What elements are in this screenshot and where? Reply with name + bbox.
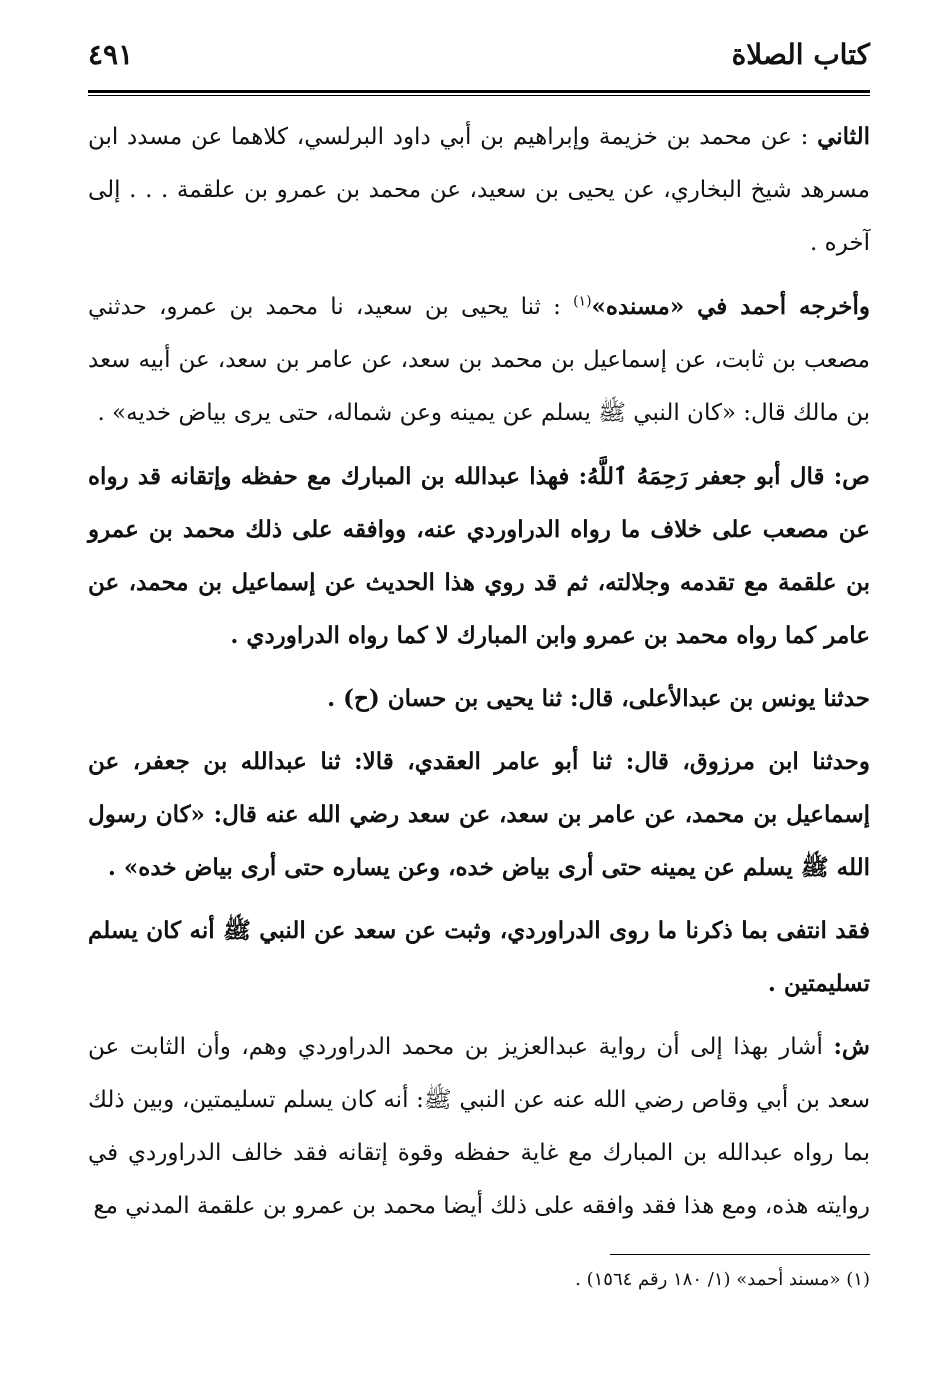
- footnote-rule: [610, 1254, 870, 1255]
- paragraph: [88, 110, 870, 270]
- paragraph: [88, 280, 870, 440]
- paragraph-text: : ثنا يحيى بن سعيد، نا محمد بن عمرو، حدثني مصعب بن ثابت، عن إسماعيل بن محمد بن سعد، عن عامر بن سعد، عن أبيه سعد بن مالك قال: «كان النبي ﷺ يسلم عن يمينه وعن شماله، حتى يرى بياض خديه» .: [88, 294, 870, 426]
- paragraph: [88, 450, 870, 662]
- paragraph: [88, 735, 870, 894]
- paragraph-text: وحدثنا ابن مرزوق، قال: ثنا أبو عامر العقدي، قالا: ثنا عبدالله بن جعفر، عن إسماعيل بن محمد، عن عامر بن سعد، عن سعد رضي الله عنه قال: «كان رسول الله ﷺ يسلم عن يمينه حتى أرى بياض خده، وعن يساره حتى أرى بياض خده» .: [88, 748, 870, 881]
- main-text: [88, 110, 870, 1243]
- page-header: [88, 30, 870, 88]
- page-number: ٤٩١: [88, 38, 134, 71]
- paragraph: [88, 1020, 870, 1233]
- paragraph-text: حدثنا يونس بن عبدالأعلى، قال: ثنا يحيى بن حسان (ح) .: [327, 685, 870, 712]
- paragraph-lead: الثاني: [817, 123, 871, 150]
- header-rule-thin: [88, 95, 870, 96]
- footnote-ref[interactable]: (١): [573, 293, 592, 310]
- paragraph-text: ص: قال أبو جعفر رَحِمَهُ ٱللَّهُ: فهذا عبدالله بن المبارك مع حفظه وإتقانه قد رواه عن مصعب على خلاف ما رواه الدراوردي عنه، ووافقه على ذلك محمد بن عمرو بن علقمة مع تقدمه وجلالته، ثم قد روي هذا الحديث عن إسماعيل بن محمد، عن عامر كما رواه محمد بن عمرو وابن المبارك لا كما رواه الدراوردي .: [88, 463, 870, 649]
- paragraph-lead: ش:: [833, 1033, 871, 1060]
- header-rule: [88, 90, 870, 93]
- paragraph-text: فقد انتفى بما ذكرنا ما روى الدراوردي، وثبت عن سعد عن النبي ﷺ أنه كان يسلم تسليمتين .: [88, 917, 870, 997]
- paragraph-text: : عن محمد بن خزيمة وإبراهيم بن أبي داود البرلسي، كلاهما عن مسدد ابن مسرهد شيخ البخاري، عن يحيى بن سعيد، عن محمد بن عمرو بن علقمة . . . إلى آخره .: [88, 124, 870, 256]
- paragraph: [88, 672, 870, 725]
- book-page: [88, 30, 870, 1360]
- paragraph: [88, 904, 870, 1010]
- paragraph-lead: وأخرجه أحمد في «مسنده»: [591, 293, 870, 320]
- running-title: كتاب الصلاة: [731, 38, 870, 71]
- footnote: (١) «مسند أحمد» (١/ ١٨٠ رقم ١٥٦٤) .: [575, 1269, 870, 1290]
- paragraph-text: أشار بهذا إلى أن رواية عبدالعزيز بن محمد الدراوردي وهم، وأن الثابت عن سعد بن أبي وقاص رضي الله عنه عن النبي ﷺ: أنه كان يسلم تسليمتين، وبين ذلك بما رواه عبدالله بن المبارك مع غاية حفظه وقوة إتقانه فقد خالف الدراوردي في روايته هذه، ومع هذا فقد وافقه على ذلك أيضا محمد بن عمرو بن علقمة المدني مع: [88, 1034, 870, 1219]
